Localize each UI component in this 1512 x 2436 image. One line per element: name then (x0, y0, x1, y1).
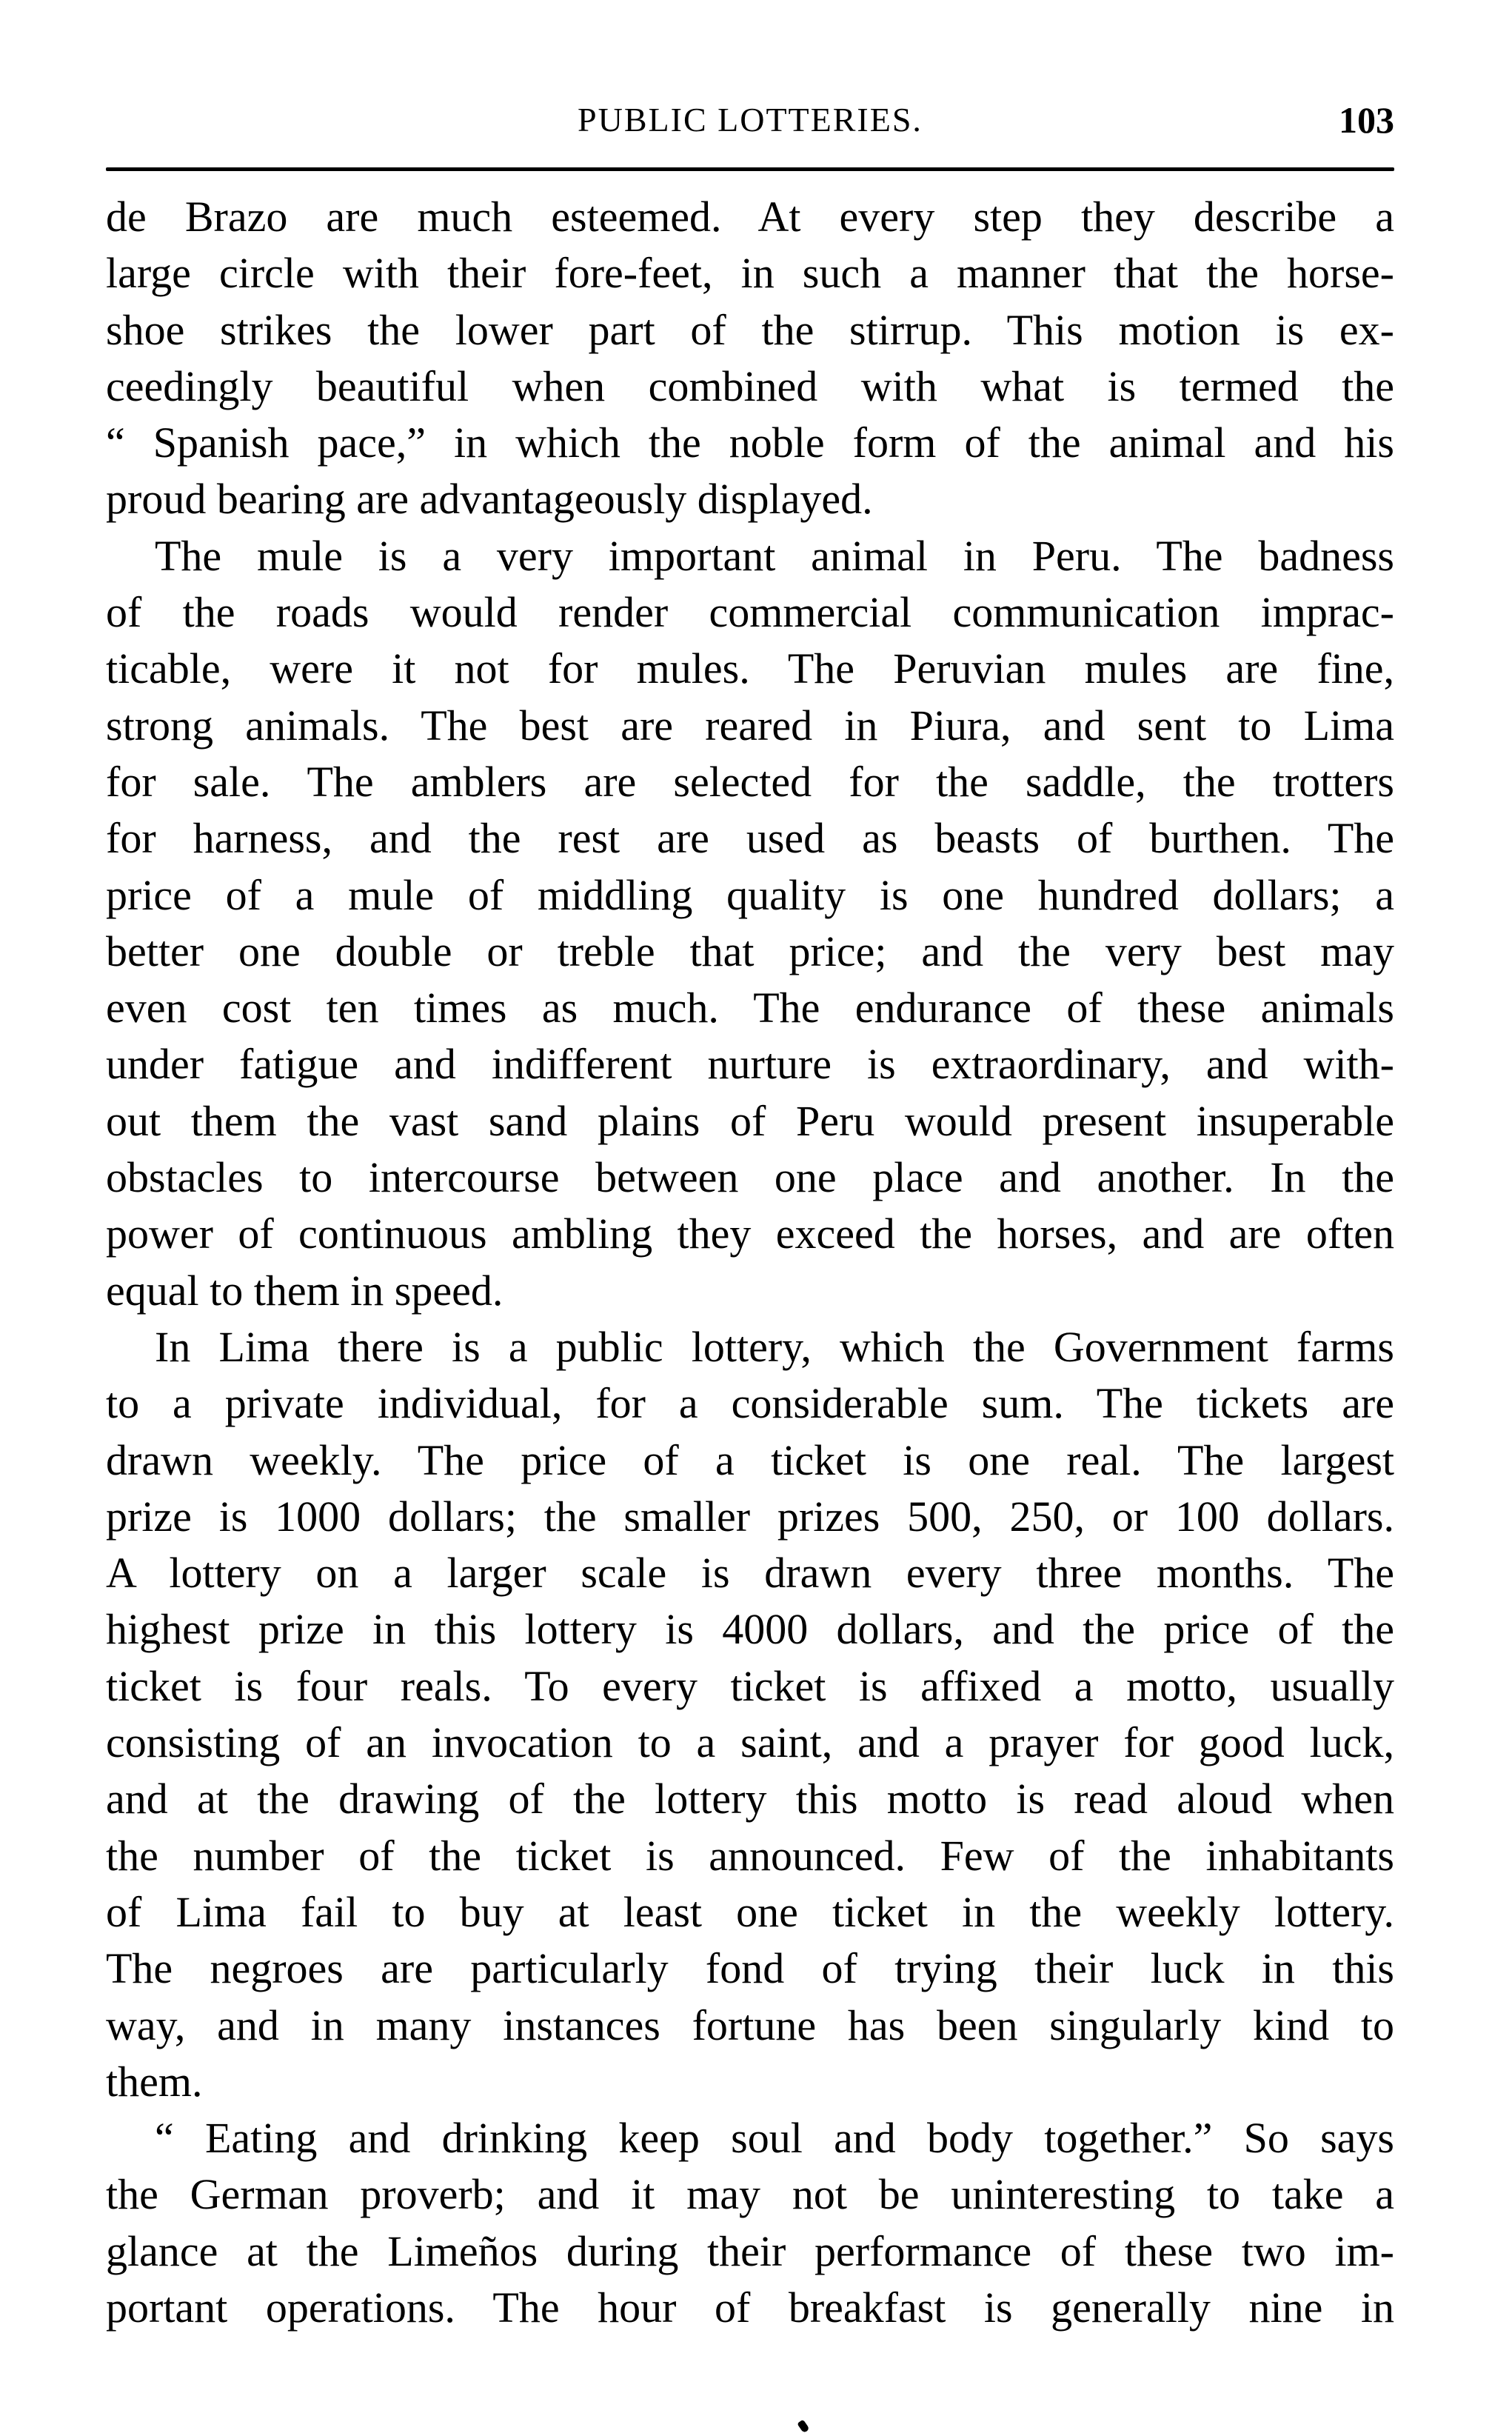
text-line: proud bearing are advantageously displayed. (106, 475, 873, 524)
text-line: better one double or treble that price; and the very best may (106, 927, 1394, 975)
text-line: The mule is a very important animal in Peru. The badness (155, 531, 1394, 580)
text-line: drawn weekly. The price of a ticket is one real. The largest (106, 1435, 1394, 1484)
text-line: of the roads would render commercial communication imprac- (106, 588, 1394, 637)
paragraph (106, 528, 1394, 1319)
text-line: prize is 1000 dollars; the smaller prizes 500, 250, or 100 dollars. (106, 1492, 1394, 1541)
text-line: ceedingly beautiful when combined with what is termed the (106, 361, 1394, 410)
text-line: strong animals. The best are reared in Piura, and sent to Lima (106, 701, 1394, 750)
text-line: equal to them in speed. (106, 1266, 504, 1315)
text-line: “ Eating and drinking keep soul and body together.” So says (155, 2114, 1394, 2163)
text-line: for sale. The amblers are selected for the saddle, the trotters (106, 757, 1394, 806)
text-line: way, and in many instances fortune has been singularly kind to (106, 2000, 1394, 2049)
running-title: PUBLIC LOTTERIES. (578, 101, 923, 139)
page-number: 103 (1339, 99, 1394, 141)
text-line: and at the drawing of the lottery this motto is read aloud when (106, 1775, 1394, 1823)
text-line: obstacles to intercourse between one place and another. In the (106, 1153, 1394, 1202)
text-line: to a private individual, for a considerable sum. The tickets are (106, 1379, 1394, 1428)
text-line: the number of the ticket is announced. Few of the inhabitants (106, 1831, 1394, 1880)
text-line: A lottery on a larger scale is drawn every three months. The (106, 1549, 1394, 1598)
text-line: for harness, and the rest are used as beasts of burthen. The (106, 814, 1394, 863)
paragraph (106, 1319, 1394, 2110)
running-head (106, 98, 1394, 142)
text-line: price of a mule of middling quality is one hundred dollars; a (106, 870, 1394, 919)
text-line: them. (106, 2057, 203, 2106)
text-line: shoe strikes the lower part of the stirrup. This motion is ex- (106, 305, 1394, 354)
text-line: consisting of an invocation to a saint, and a prayer for good luck, (106, 1718, 1394, 1767)
text-line: In Lima there is a public lottery, which the Government farms (155, 1322, 1394, 1371)
text-line: ticket is four reals. To every ticket is affixed a motto, usually (106, 1661, 1394, 1710)
text-line: power of continuous ambling they exceed the horses, and are often (106, 1209, 1394, 1258)
text-line: “ Spanish pace,” in which the noble form of the animal and his (106, 418, 1394, 467)
text-line: under fatigue and indifferent nurture is extraordinary, and with- (106, 1040, 1394, 1089)
text-line: portant operations. The hour of breakfast is generally nine in (106, 2283, 1394, 2332)
body-text (106, 189, 1394, 2336)
print-mark (797, 2420, 809, 2434)
text-line: ticable, were it not for mules. The Peruvian mules are fine, (106, 644, 1394, 693)
text-line: out them the vast sand plains of Peru would present insuperable (106, 1096, 1394, 1145)
text-line: The negroes are particularly fond of trying their luck in this (106, 1944, 1394, 1993)
text-line: de Brazo are much esteemed. At every step they describe a (106, 193, 1394, 241)
paragraph (106, 189, 1394, 528)
text-line: of Lima fail to buy at least one ticket in the weekly lottery. (106, 1887, 1394, 1936)
text-line: highest prize in this lottery is 4000 dollars, and the price of the (106, 1605, 1394, 1654)
text-line: even cost ten times as much. The endurance of these animals (106, 984, 1394, 1032)
text-line: large circle with their fore-feet, in such a manner that the horse- (106, 249, 1394, 298)
header-rule (106, 167, 1394, 171)
paragraph (106, 2110, 1394, 2336)
text-line: the German proverb; and it may not be uninteresting to take a (106, 2170, 1394, 2219)
text-line: glance at the Limeños during their performance of these two im- (106, 2226, 1394, 2275)
